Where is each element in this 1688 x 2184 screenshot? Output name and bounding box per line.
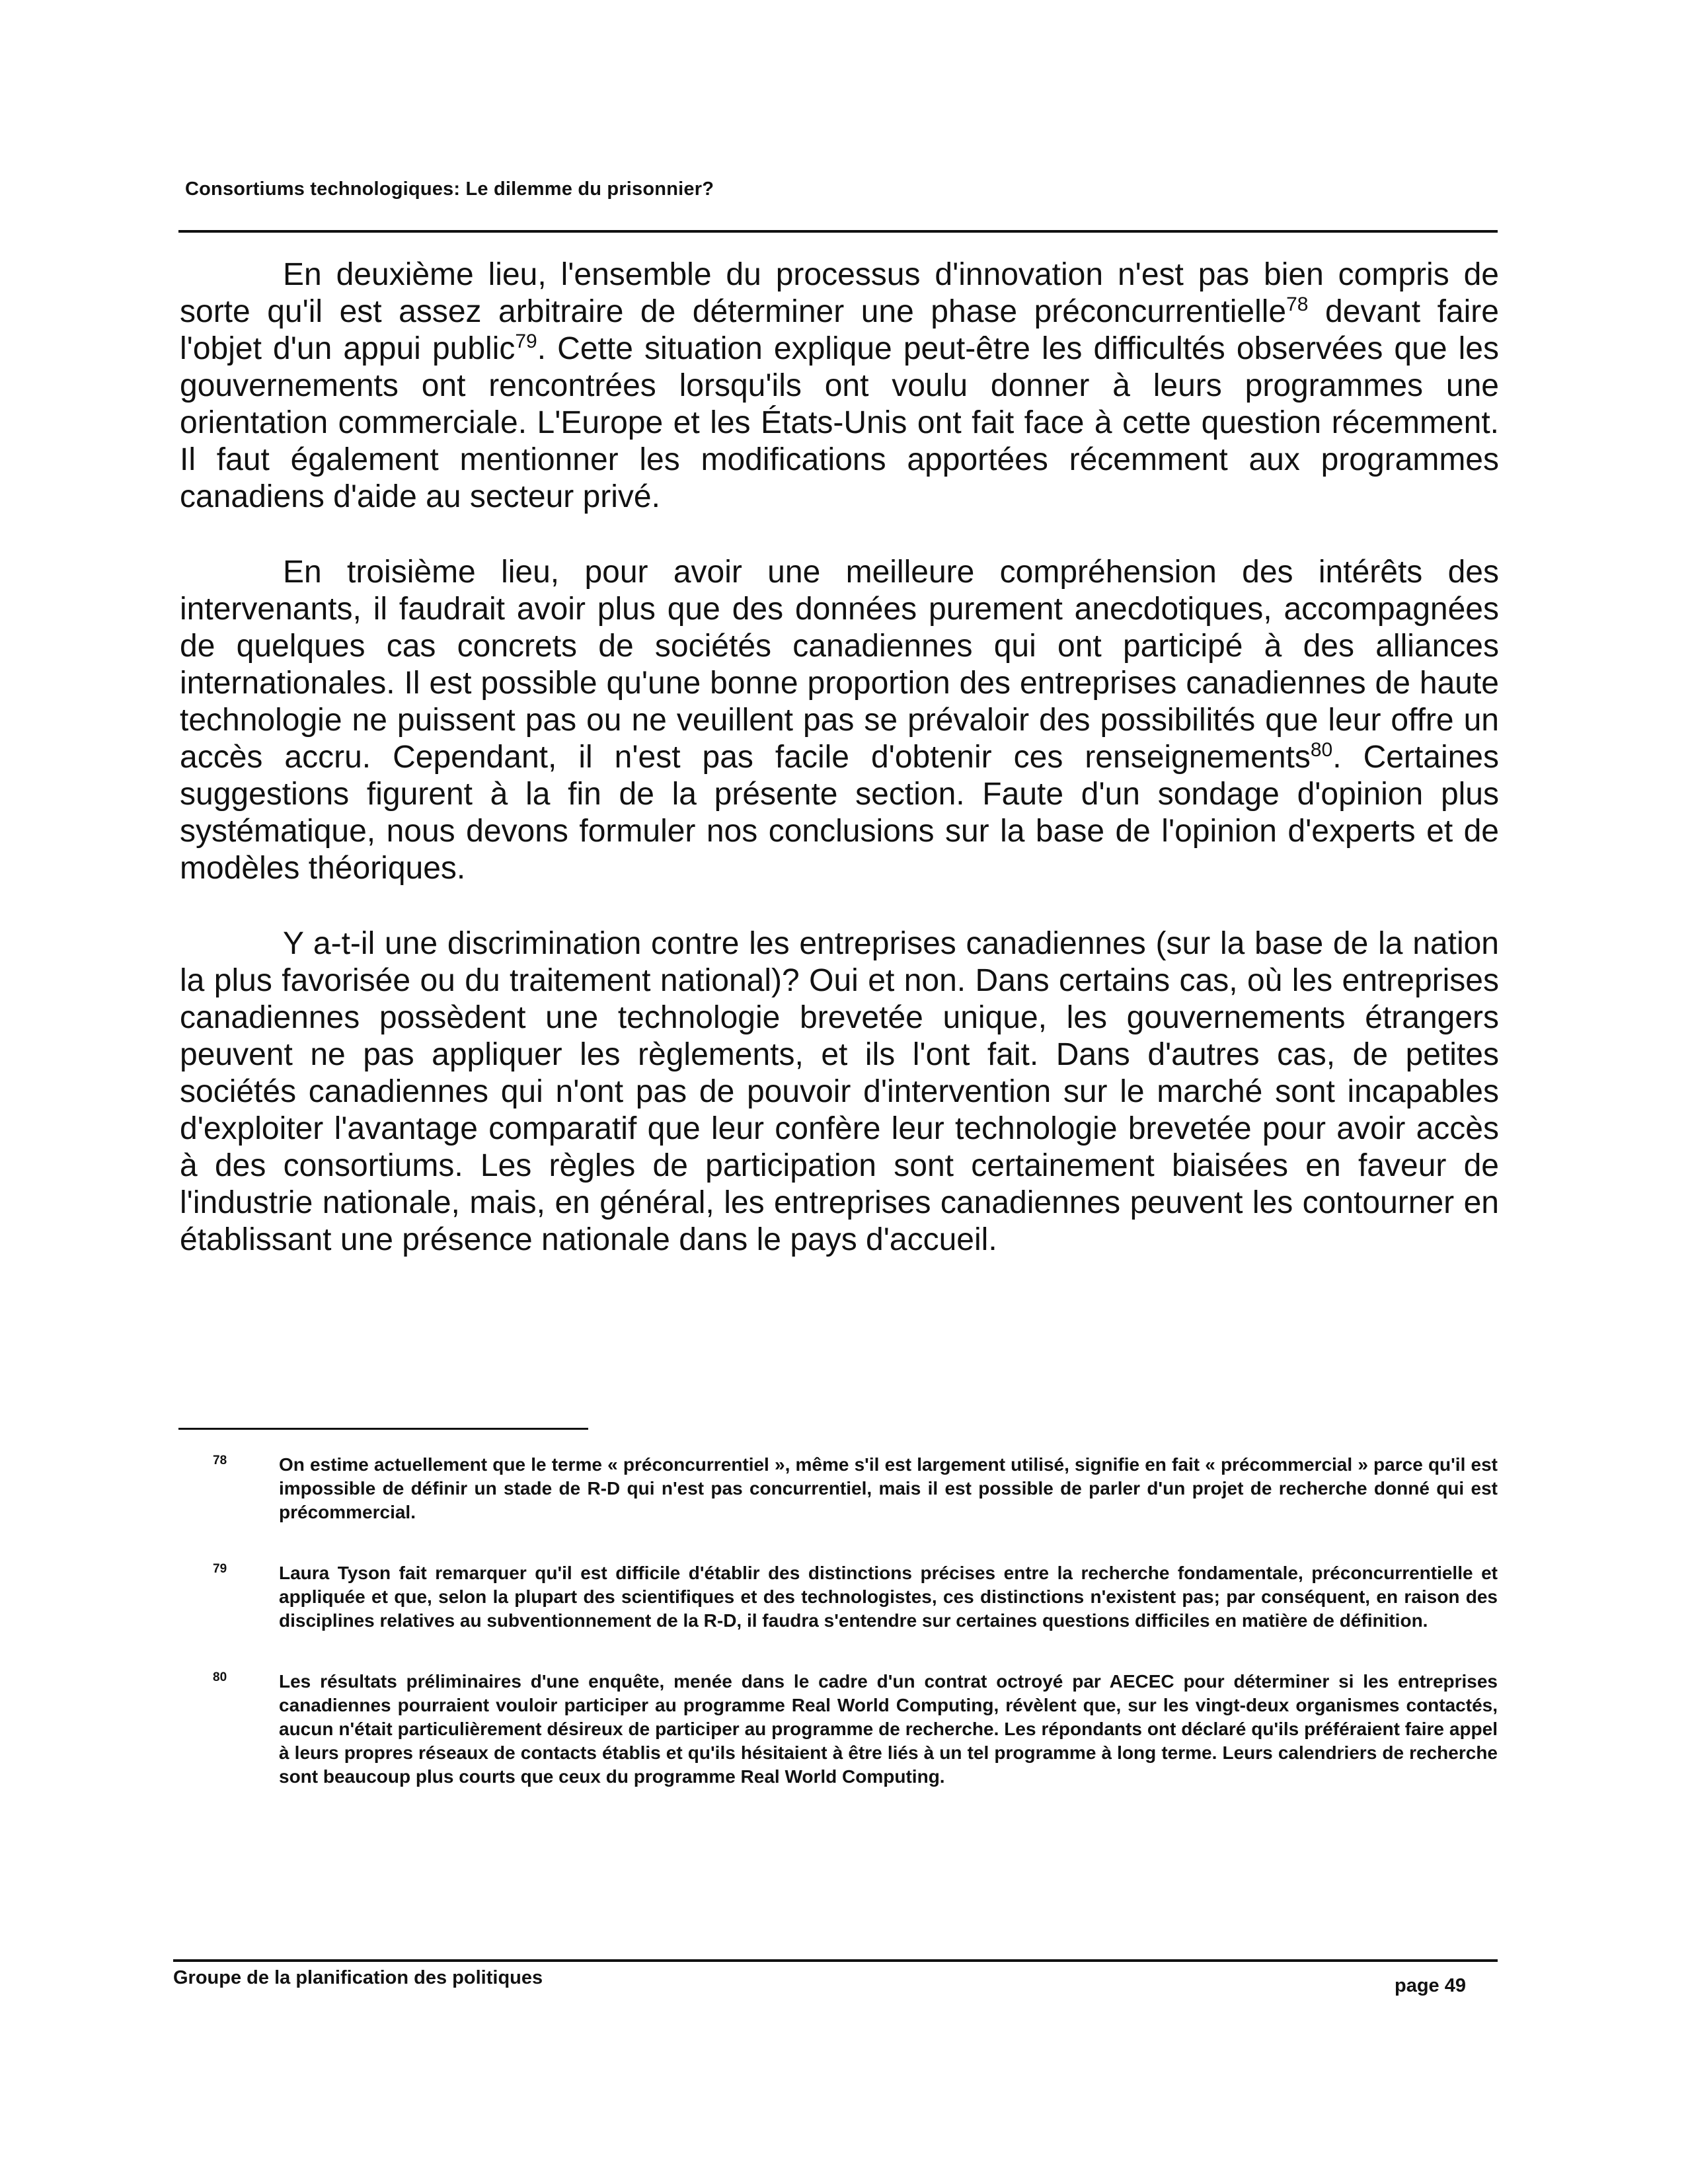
- paragraph-2-text-a: En troisième lieu, pour avoir une meilleure compréhension des intérêts des intervenants, il faudrait avoir plus que des données purement anecdotiques, accompagnées de quelques cas concrets de sociétés canadiennes qui ont participé à des alliances internationales. Il est possible qu'une bonne proportion des entreprises canadiennes de haute technologie ne puissent pas ou ne veuillent pas se prévaloir des possibilités que leur offre un accès accru. Cependant, il n'est pas facile d'obtenir ces renseignements: [180, 555, 1499, 775]
- paragraph-1-text-a: En deuxième lieu, l'ensemble du processus d'innovation n'est pas bien compris de sorte qu'il est assez arbitraire de déterminer une phase préconcurrentielle: [180, 257, 1499, 329]
- footnote-number: 78: [213, 1454, 227, 1467]
- footnote-number: 79: [213, 1562, 227, 1576]
- paragraph-2-text-b: . Certaines suggestions figurent à la fin de la présente section. Faute d'un sondage d'opinion plus systématique, nous devons formuler nos conclusions sur la base de l'opinion d'experts et de modèles théoriques.: [180, 740, 1500, 886]
- running-header: Consortiums technologiques: Le dilemme du prisonnier?: [185, 178, 714, 200]
- header-rule: [178, 230, 1498, 233]
- footnote-text: Laura Tyson fait remarquer qu'il est difficile d'établir des distinctions précises entre la recherche fondamentale, préconcurrentielle et appliquée et que, selon la plupart des scientifiques et des technologistes, ces distinctions n'existent pas; par conséquent, en raison des disciplines relatives au subventionnement de la R-D, il faudra s'entendre sur certaines questions difficiles en matière de définition.: [279, 1563, 1498, 1631]
- footer-organization: Groupe de la planification des politiques: [173, 1967, 543, 1988]
- footnote-text: On estime actuellement que le terme « préconcurrentiel », même s'il est largement utilisé, signifie en fait « précommercial » parce qu'il est impossible de définir un stade de R-D qui n'est pas concurrentiel, mais il est possible de parler d'un projet de recherche donné qui est précommercial.: [279, 1454, 1498, 1522]
- footnote-ref-80[interactable]: 80: [1310, 739, 1333, 761]
- footer-rule: [173, 1959, 1498, 1962]
- footnote-ref-78[interactable]: 78: [1286, 293, 1309, 315]
- footnote-78: [178, 1453, 1498, 1524]
- paragraph-1: [180, 256, 1499, 516]
- footnote-separator: [178, 1428, 588, 1430]
- body-text: [180, 256, 1499, 1297]
- paragraph-3: Y a-t-il une discrimination contre les entreprises canadiennes (sur la base de la nation la plus favorisée ou du traitement national)? Oui et non. Dans certains cas, où les entreprises canadiennes possèdent une technologie brevetée unique, les gouvernements étrangers peuvent ne pas appliquer les règlements, et ils l'ont fait. Dans d'autres cas, de petites sociétés canadiennes qui n'ont pas de pouvoir d'intervention sur le marché sont incapables d'exploiter l'avantage comparatif que leur confère leur technologie brevetée pour avoir accès à des consortiums. Les règles de participation sont certainement biaisées en faveur de l'industrie nationale, mais, en général, les entreprises canadiennes peuvent les contourner en établissant une présence nationale dans le pays d'accueil.: [180, 926, 1499, 1257]
- footnote-79: [178, 1561, 1498, 1633]
- footnote-number: 80: [213, 1670, 227, 1684]
- paragraph-1-text-b: devant faire l'objet d'un appui public: [180, 294, 1499, 366]
- footnote-text: Les résultats préliminaires d'une enquête, menée dans le cadre d'un contrat octroyé par AECEC pour déterminer si les entreprises canadiennes pourraient vouloir participer au programme Real World Computing, révèlent que, sur les vingt-deux organismes contactés, aucun n'était particulièrement désireux de participer au programme de recherche. Les répondants ont déclaré qu'ils préféraient faire appel à leurs propres réseaux de contacts établis et qu'ils hésitaient à être liés à un tel programme à long terme. Leurs calendriers de recherche sont beaucoup plus courts que ceux du programme Real World Computing.: [279, 1671, 1498, 1787]
- footnote-80: [178, 1670, 1498, 1789]
- footnote-ref-79[interactable]: 79: [515, 331, 537, 352]
- paragraph-2: [180, 554, 1499, 887]
- paragraph-1-text-c: . Cette situation explique peut-être les difficultés observées que les gouvernements ont rencontrées lorsqu'ils ont voulu donner à leurs programmes une orientation commerciale. L'Europe et les États-Unis ont fait face à cette question récemment. Il faut également mentionner les modifications apportées récemment aux programmes canadiens d'aide au secteur privé.: [180, 331, 1499, 514]
- footnotes: [178, 1453, 1498, 1826]
- page-number: page 49: [1395, 1975, 1466, 1996]
